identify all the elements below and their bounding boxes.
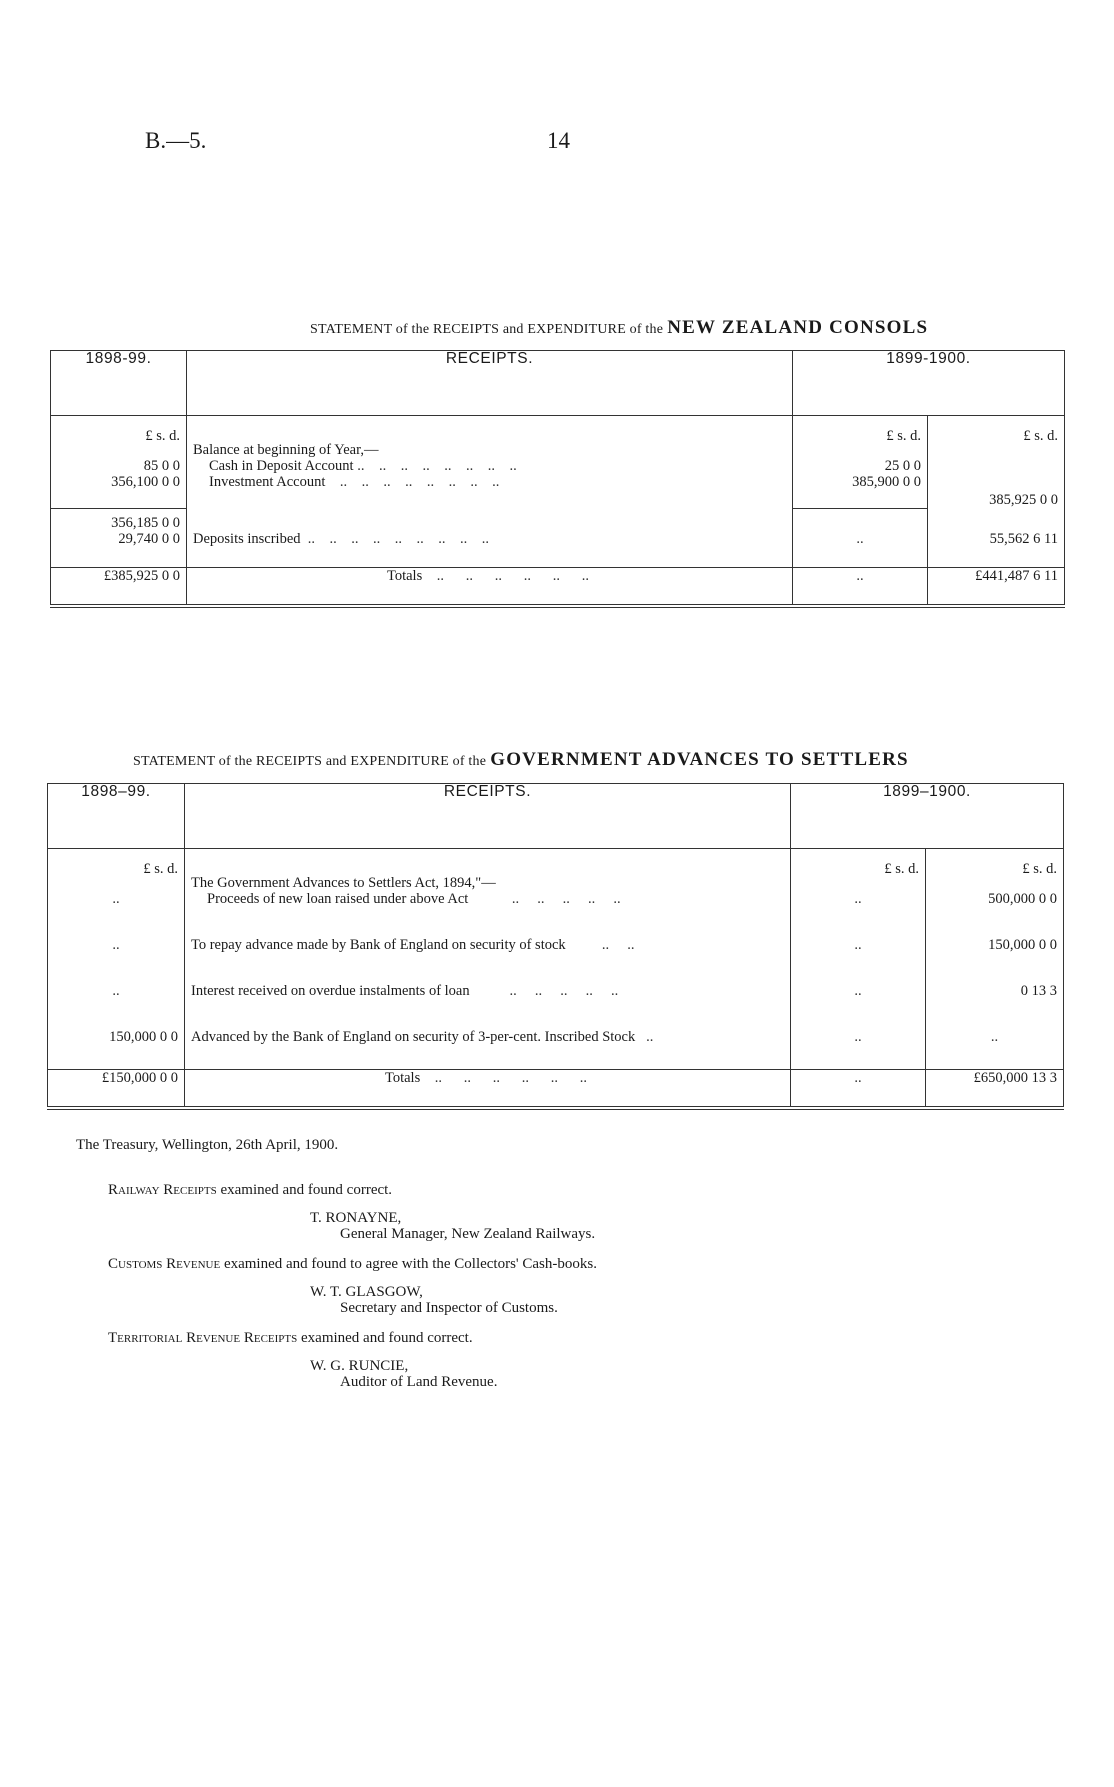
consols-cash-label: Cash in Deposit Account (209, 458, 354, 474)
railway-statement (108, 1182, 392, 1199)
customs-label: Customs Revenue (108, 1256, 221, 1272)
territorial-statement (108, 1330, 473, 1347)
consols-col-1899: 1899-1900. (793, 351, 1065, 416)
consols-invest-right: 385,900 0 0 (793, 474, 928, 508)
consols-balance-label: Balance at beginning of Year,— (187, 416, 793, 459)
railway-signatory-title: General Manager, New Zealand Railways. (340, 1226, 596, 1242)
advances-unit-right2: £ s. d. (926, 849, 1064, 892)
advances-act-label: The Government Advances to Settlers Act, 1894,"— (185, 849, 791, 892)
consols-total-mid-dots: .. (793, 567, 928, 606)
consols-statement-title (310, 317, 928, 339)
advances-title-main: GOVERNMENT ADVANCES TO SETTLERS (490, 749, 909, 770)
customs-signatory-title: Secretary and Inspector of Customs. (340, 1300, 558, 1316)
advances-total-row: Totals .. .. .. .. .. .. (185, 1069, 791, 1108)
advances-repay-left-dots: .. (48, 937, 185, 983)
customs-text: examined and found to agree with the Collectors' Cash-books. (223, 1256, 597, 1272)
consols-total-row: Totals .. .. .. .. .. .. (187, 567, 793, 606)
consols-subtotal-left: 356,185 0 0 (51, 508, 187, 531)
advances-repay-mid-dots: .. (791, 937, 926, 983)
advances-col-1898: 1898–99. (48, 784, 185, 849)
advances-interest-mid-dots: .. (791, 983, 926, 1029)
consols-deposits-mid-dots: .. (793, 531, 928, 568)
page-number: 14 (547, 128, 570, 153)
consols-invest-row: Investment Account .. .. .. .. .. .. .. .. (187, 474, 793, 508)
consols-deposits-left: 29,740 0 0 (51, 531, 187, 568)
advances-statement-title (133, 749, 909, 771)
advances-table (47, 783, 1064, 1110)
consols-cash-right: 25 0 0 (793, 458, 928, 474)
advances-total-left: £150,000 0 0 (48, 1069, 185, 1108)
document-reference: B.—5. (145, 128, 207, 153)
advances-unit-right1: £ s. d. (791, 849, 926, 892)
consols-cash-left: 85 0 0 (51, 458, 187, 474)
customs-statement (108, 1256, 597, 1273)
advances-total-label: Totals (385, 1069, 421, 1086)
advances-advanced-row: Advanced by the Bank of England on security of 3-per-cent. Inscribed Stock .. (185, 1029, 791, 1069)
consols-unit-right2: £ s. d. (928, 416, 1065, 459)
advances-interest-label: Interest received on overdue instalments of loan (191, 983, 470, 999)
advances-total-right: £650,000 13 3 (926, 1069, 1064, 1108)
territorial-label: Territorial Revenue Receipts (108, 1330, 298, 1346)
advances-proceeds-mid-dots: .. (791, 891, 926, 937)
advances-advanced-mid-dots: .. (791, 1029, 926, 1069)
consols-total-label: Totals (387, 567, 423, 584)
advances-interest-right: 0 13 3 (926, 983, 1064, 1029)
consols-invest-label: Investment Account (209, 474, 326, 490)
territorial-signatory: W. G. RUNCIE, (310, 1358, 409, 1374)
advances-interest-row: Interest received on overdue instalments of loan .. .. .. .. .. (185, 983, 791, 1029)
advances-repay-label: To repay advance made by Bank of England on security of stock (191, 937, 566, 953)
consols-title-prefix: STATEMENT of the RECEIPTS and EXPENDITURE of the (310, 322, 664, 337)
territorial-signatory-title: Auditor of Land Revenue. (340, 1374, 498, 1390)
consols-total-left: £385,925 0 0 (51, 567, 187, 606)
treasury-place-date: The Treasury, Wellington, 26th April, 1900. (76, 1137, 339, 1153)
advances-title-prefix: STATEMENT of the RECEIPTS and EXPENDITURE of the (133, 754, 487, 769)
consols-deposits-label: Deposits inscribed (193, 530, 301, 547)
advances-total-mid-dots: .. (791, 1069, 926, 1108)
consols-unit-right1: £ s. d. (793, 416, 928, 459)
advances-proceeds-left-dots: .. (48, 891, 185, 937)
advances-col-1899: 1899–1900. (791, 784, 1064, 849)
consols-deposits-row: Deposits inscribed .. .. .. .. .. .. .. .. .. (187, 531, 793, 568)
advances-unit-left: £ s. d. (48, 849, 185, 892)
consols-col-receipts: RECEIPTS. (187, 351, 793, 416)
advances-repay-row: To repay advance made by Bank of England on security of stock .. .. (185, 937, 791, 983)
consols-table (50, 350, 1065, 608)
consols-col-1898: 1898-99. (51, 351, 187, 416)
advances-proceeds-row: Proceeds of new loan raised under above Act .. .. .. .. .. (185, 891, 791, 937)
railway-text: examined and found correct. (220, 1182, 393, 1198)
consols-unit-left: £ s. d. (51, 416, 187, 459)
advances-interest-left-dots: .. (48, 983, 185, 1029)
railway-signatory: T. RONAYNE, (310, 1210, 402, 1226)
advances-col-receipts: RECEIPTS. (185, 784, 791, 849)
consols-deposits-right: 55,562 6 11 (928, 531, 1065, 568)
advances-advanced-label: Advanced by the Bank of England on security of 3-per-cent. Inscribed Stock (191, 1029, 636, 1045)
territorial-text: examined and found correct. (301, 1330, 473, 1346)
advances-repay-right: 150,000 0 0 (926, 937, 1064, 983)
advances-advanced-right-dots: .. (926, 1029, 1064, 1069)
advances-advanced-left: 150,000 0 0 (48, 1029, 185, 1069)
customs-signatory: W. T. GLASGOW, (310, 1284, 423, 1300)
railway-label: Railway Receipts (108, 1182, 217, 1198)
consols-cash-row: Cash in Deposit Account .. .. .. .. .. .. .. .. (187, 458, 793, 474)
consols-invest-left: 356,100 0 0 (51, 474, 187, 508)
advances-proceeds-label: Proceeds of new loan raised under above Act (207, 891, 469, 907)
consols-subtotal-right: 385,925 0 0 (928, 474, 1065, 508)
advances-proceeds-right: 500,000 0 0 (926, 891, 1064, 937)
consols-title-main: NEW ZEALAND CONSOLS (667, 317, 929, 338)
consols-total-right: £441,487 6 11 (928, 567, 1065, 606)
